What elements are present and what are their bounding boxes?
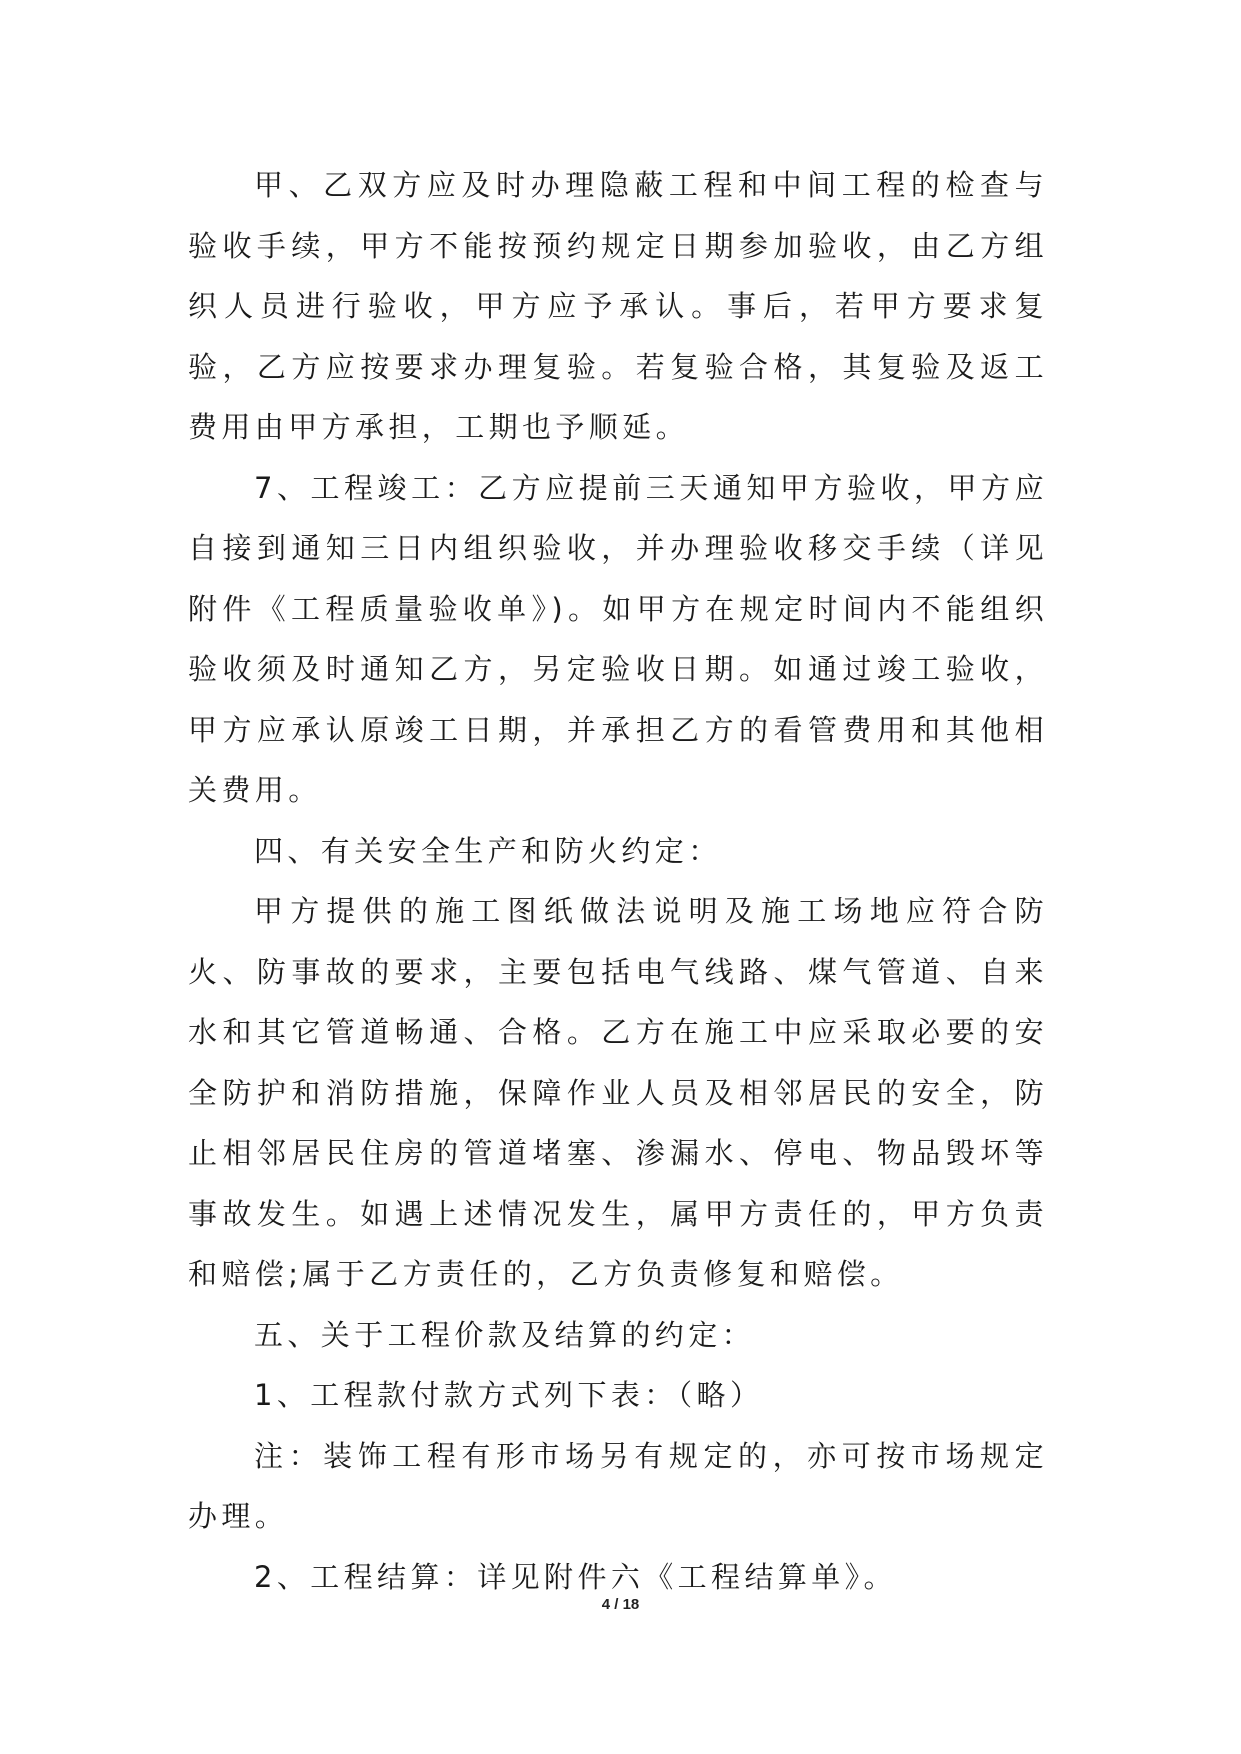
paragraph-inspection-acceptance: 甲、乙双方应及时办理隐蔽工程和中间工程的检查与验收手续，甲方不能按预约规定日期参加验收，由乙方组织人员进行验收，甲方应予承认。事后，若甲方要求复验，乙方应按要求办理复验。若复验合格，其复验及返工费用由甲方承担，工期也予顺延。	[188, 168, 1048, 444]
paragraph-note: 注：装饰工程有形市场另有规定的，亦可按市场规定办理。	[188, 1438, 1048, 1533]
paragraph-project-completion: 7、工程竣工：乙方应提前三天通知甲方验收，甲方应自接到通知三日内组织验收，并办理验收移交手续（详见附件《工程质量验收单》)。如甲方在规定时间内不能组织验收须及时通知乙方，另定验收日期。如通过竣工验收，甲方应承认原竣工日期，并承担乙方的看管费用和其他相关费用。	[188, 470, 1048, 807]
paragraph-payment-method: 1、工程款付款方式列下表：（略）	[254, 1378, 764, 1412]
paragraph-safety-requirements: 甲方提供的施工图纸做法说明及施工场地应符合防火、防事故的要求，主要包括电气线路、煤气管道、自来水和其它管道畅通、合格。乙方在施工中应采取必要的安全防护和消防措施，保障作业人员及相邻居民的安全，防止相邻居民住房的管道堵塞、渗漏水、停电、物品毁坏等事故发生。如遇上述情况发生，属甲方责任的，甲方负责和赔偿;属于乙方责任的，乙方负责修复和赔偿。	[188, 894, 1048, 1291]
section-heading-safety-fire: 四、有关安全生产和防火约定：	[254, 833, 722, 868]
section-heading-payment-settlement: 五、关于工程价款及结算的约定：	[254, 1317, 756, 1352]
page-number: 4 / 18	[601, 1596, 640, 1613]
paragraph-settlement: 2、工程结算：详见附件六《工程结算单》。	[254, 1559, 897, 1594]
document-body	[188, 155, 1048, 1607]
